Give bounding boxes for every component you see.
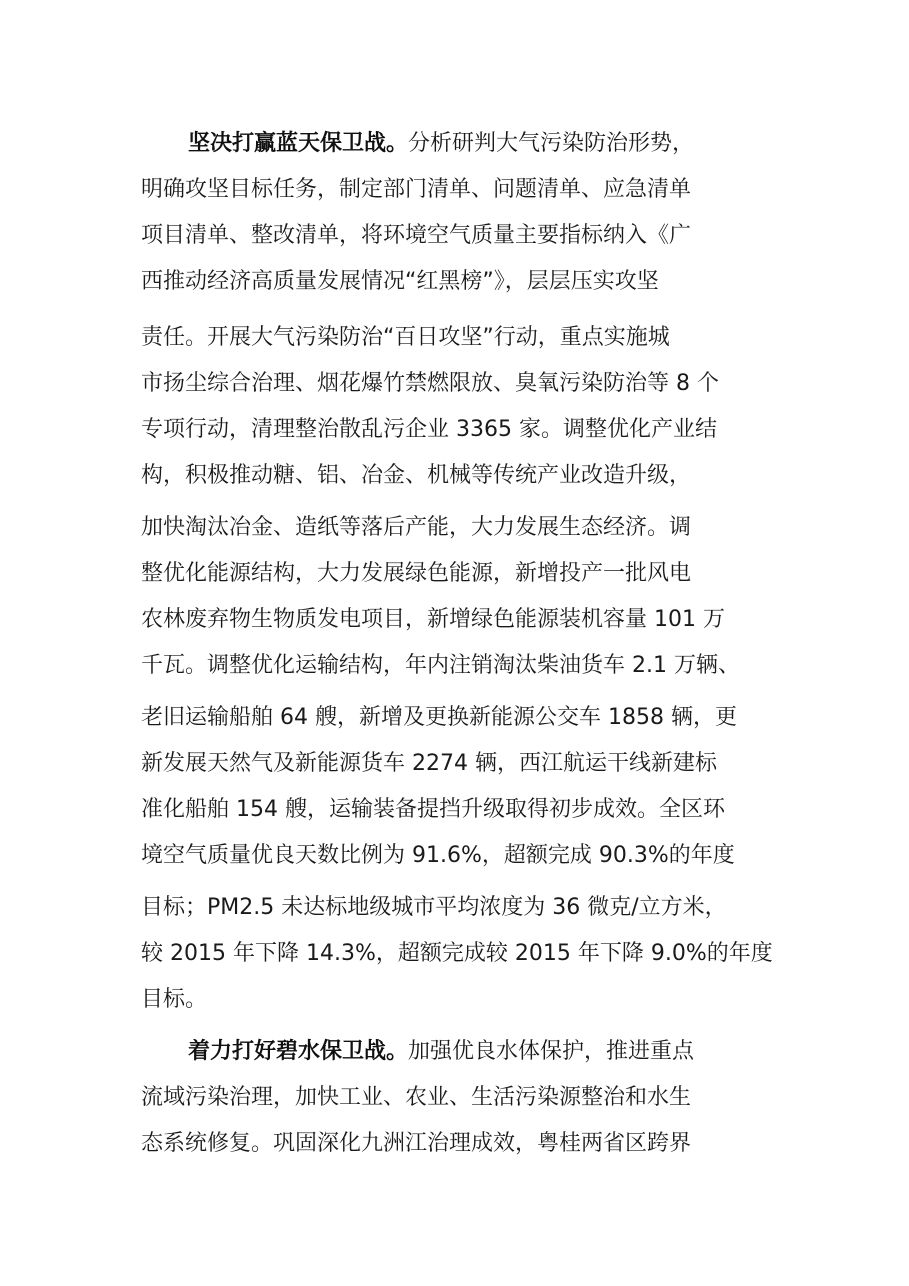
paragraph-1-line-4: 西推动经济高质量发展情况“红黑榜”》，层层压实攻坚 xyxy=(141,269,659,294)
paragraph-1-line-2: 明确攻坚目标任务，制定部门清单、问题清单、应急清单 xyxy=(141,177,692,202)
paragraph-2-line-1 xyxy=(188,1032,694,1072)
paragraph-1-line-16: 境空气质量优良天数比例为 91.6%，超额完成 90.3%的年度 xyxy=(141,843,735,868)
paragraph-2-text: 加强优良水体保护，推进重点 xyxy=(408,1039,695,1064)
paragraph-1-line-17: 目标；PM2.5 未达标地级城市平均浓度为 36 微克/立方米， xyxy=(141,895,727,920)
paragraph-1-line-11: 农林废弃物生物质发电项目，新增绿色能源装机容量 101 万 xyxy=(141,607,725,632)
paragraph-2-line-2: 流域污染治理，加快工业、农业、生活污染源整治和水生 xyxy=(141,1085,692,1110)
paragraph-1-line-1 xyxy=(188,124,694,164)
paragraph-1-heading: 坚决打赢蓝天保卫战。 xyxy=(188,131,409,156)
paragraph-1-line-12: 千瓦。调整优化运输结构，年内注销淘汰柴油货车 2.1 万辆、 xyxy=(141,653,740,678)
paragraph-1-line-5: 责任。开展大气污染防治“百日攻坚”行动，重点实施城 xyxy=(141,325,670,350)
paragraph-1-line-13: 老旧运输船舶 64 艘，新增及更换新能源公交车 1858 辆，更 xyxy=(141,705,737,730)
paragraph-1-text: 分析研判大气污染防治形势， xyxy=(408,131,695,156)
paragraph-1-line-18: 较 2015 年下降 14.3%，超额完成较 2015 年下降 9.0%的年度 xyxy=(141,941,773,966)
paragraph-2-heading: 着力打好碧水保卫战。 xyxy=(188,1039,409,1064)
paragraph-1-line-7: 专项行动，清理整治散乱污企业 3365 家。调整优化产业结 xyxy=(141,417,717,442)
paragraph-1-line-10: 整优化能源结构，大力发展绿色能源，新增投产一批风电 xyxy=(141,561,692,586)
paragraph-1-line-9: 加快淘汰冶金、造纸等落后产能，大力发展生态经济。调 xyxy=(141,515,692,540)
paragraph-1-line-19: 目标。 xyxy=(141,987,208,1012)
paragraph-1-line-14: 新发展天然气及新能源货车 2274 辆，西江航运干线新建标 xyxy=(141,751,717,776)
paragraph-1-line-6: 市扬尘综合治理、烟花爆竹禁燃限放、臭氧污染防治等 8 个 xyxy=(141,371,719,396)
paragraph-1-line-3: 项目清单、整改清单，将环境空气质量主要指标纳入《广 xyxy=(141,223,692,248)
paragraph-2-line-3: 态系统修复。巩固深化九洲江治理成效，粤桂两省区跨界 xyxy=(141,1131,692,1156)
paragraph-1-line-8: 构，积极推动糖、铝、冶金、机械等传统产业改造升级， xyxy=(141,463,692,488)
paragraph-1-line-15: 准化船舶 154 艘，运输装备提挡升级取得初步成效。全区环 xyxy=(141,797,725,822)
